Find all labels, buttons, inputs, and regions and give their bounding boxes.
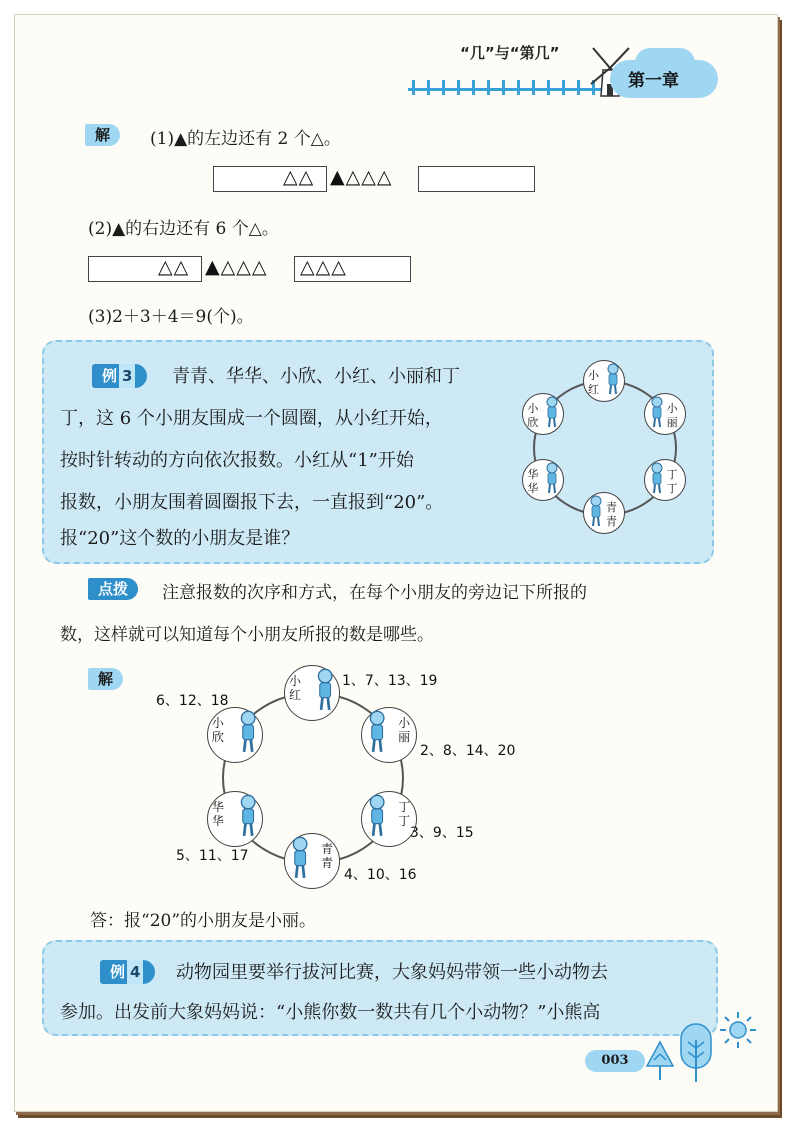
example-3-line-4: 报数，小朋友围着圆圈报下去，一直报到“20”。 <box>60 492 444 513</box>
kid-avatar <box>284 833 340 889</box>
tree-icon <box>645 1040 675 1082</box>
kid-name: 青青 <box>321 842 334 870</box>
answer-line-1: (1)▲的左边还有 2 个△。 <box>150 129 341 149</box>
numbers-xiaoli: 2、8、14、20 <box>420 743 516 759</box>
solution-tag: 解 <box>88 668 123 690</box>
kid-name: 小丽 <box>666 402 678 429</box>
page-number: 003 <box>585 1050 645 1072</box>
header-tick <box>457 80 460 95</box>
example-tag-label: 例 <box>110 963 126 981</box>
kid-avatar <box>361 707 417 763</box>
sequence-2-left: △△ <box>158 256 190 278</box>
header-tick <box>517 80 520 95</box>
chapter-label: 第一章 <box>628 71 679 91</box>
header-tick <box>472 80 475 95</box>
kid-avatar <box>583 360 625 402</box>
example-3-tag <box>92 364 147 388</box>
solution-answer: 答：报“20”的小朋友是小丽。 <box>90 911 317 931</box>
kid-avatar <box>583 492 625 534</box>
header-tick <box>502 80 505 95</box>
sequence-2-middle: ▲△△△ <box>205 256 268 278</box>
example-4-line-2: 参加。出发前大象妈妈说：“小熊你数一数共有几个小动物？”小熊高 <box>60 1002 601 1023</box>
child-figure-icon <box>604 363 622 395</box>
example-3-line-1: 青青、华华、小欣、小红、小丽和丁 <box>172 366 460 387</box>
child-figure-icon <box>365 794 389 837</box>
kid-name: 青青 <box>606 501 617 528</box>
kid-name: 小丽 <box>398 716 411 744</box>
header-tick <box>547 80 550 95</box>
example-4-tag <box>100 960 155 984</box>
kid-avatar <box>207 707 263 763</box>
numbers-dingding: 3、9、15 <box>410 825 474 841</box>
kid-avatar <box>361 791 417 847</box>
header-tick <box>442 80 445 95</box>
kid-avatar <box>644 459 686 501</box>
child-figure-icon <box>543 462 561 494</box>
hint-tag: 点拨 <box>88 578 138 600</box>
header-tick <box>532 80 535 95</box>
example-3-line-5: 报“20”这个数的小朋友是谁？ <box>60 528 300 549</box>
kid-name: 小欣 <box>211 716 224 744</box>
header-tick <box>412 80 415 95</box>
numbers-huahua: 5、11、17 <box>176 848 249 864</box>
child-figure-icon <box>365 710 389 753</box>
numbers-qingqing: 4、10、16 <box>344 867 417 883</box>
child-figure-icon <box>648 462 666 494</box>
child-figure-icon <box>236 794 260 837</box>
kid-name: 小欣 <box>527 402 539 429</box>
section-title: “几”与“第几” <box>460 44 560 62</box>
tree-icon <box>678 1022 714 1084</box>
header-tick <box>427 80 430 95</box>
numbers-xiaoxin: 6、12、18 <box>156 693 229 709</box>
child-figure-icon <box>587 495 605 527</box>
example-tag-number: 3 <box>119 364 135 388</box>
child-figure-icon <box>236 710 260 753</box>
answer-line-2: (2)▲的右边还有 6 个△。 <box>88 219 279 239</box>
kid-name: 华华 <box>211 800 224 828</box>
header-tick <box>562 80 565 95</box>
hint-line-2: 数，这样就可以知道每个小朋友所报的数是哪些。 <box>60 625 434 645</box>
example-tag-label: 例 <box>102 367 118 385</box>
kid-name: 小红 <box>289 674 302 702</box>
solve-tag: 解 <box>85 124 120 146</box>
child-figure-icon <box>313 668 337 711</box>
kid-name: 小红 <box>588 369 599 396</box>
sequence-1-right-box <box>418 166 535 192</box>
header-tick <box>577 80 580 95</box>
example-3-line-3: 按时针转动的方向依次报数。小红从“1”开始 <box>60 450 414 471</box>
sequence-1-left: △△ <box>283 166 315 188</box>
example-tag-number: 4 <box>127 960 143 984</box>
child-figure-icon <box>648 396 666 428</box>
kid-avatar <box>644 393 686 435</box>
child-figure-icon <box>288 836 312 879</box>
answer-line-3: (3)2＋3＋4＝9(个)。 <box>88 307 254 327</box>
kid-name: 华华 <box>527 468 539 495</box>
kid-name: 丁丁 <box>398 800 411 828</box>
sequence-1-middle: ▲△△△ <box>330 166 393 188</box>
example-3-line-2: 丁，这 6 个小朋友围成一个圆圈，从小红开始， <box>60 408 443 429</box>
example-4-line-1: 动物园里要举行拔河比赛，大象妈妈带领一些小动物去 <box>176 962 608 983</box>
header-tick <box>487 80 490 95</box>
sequence-2-right: △△△ <box>300 256 347 278</box>
kid-avatar <box>207 791 263 847</box>
child-figure-icon <box>543 396 561 428</box>
kid-avatar <box>284 665 340 721</box>
hint-line-1: 注意报数的次序和方式，在每个小朋友的旁边记下所报的 <box>162 583 587 603</box>
kid-name: 丁丁 <box>666 468 678 495</box>
sun-icon <box>718 1010 758 1050</box>
numbers-xiaohong: 1、7、13、19 <box>342 673 438 689</box>
